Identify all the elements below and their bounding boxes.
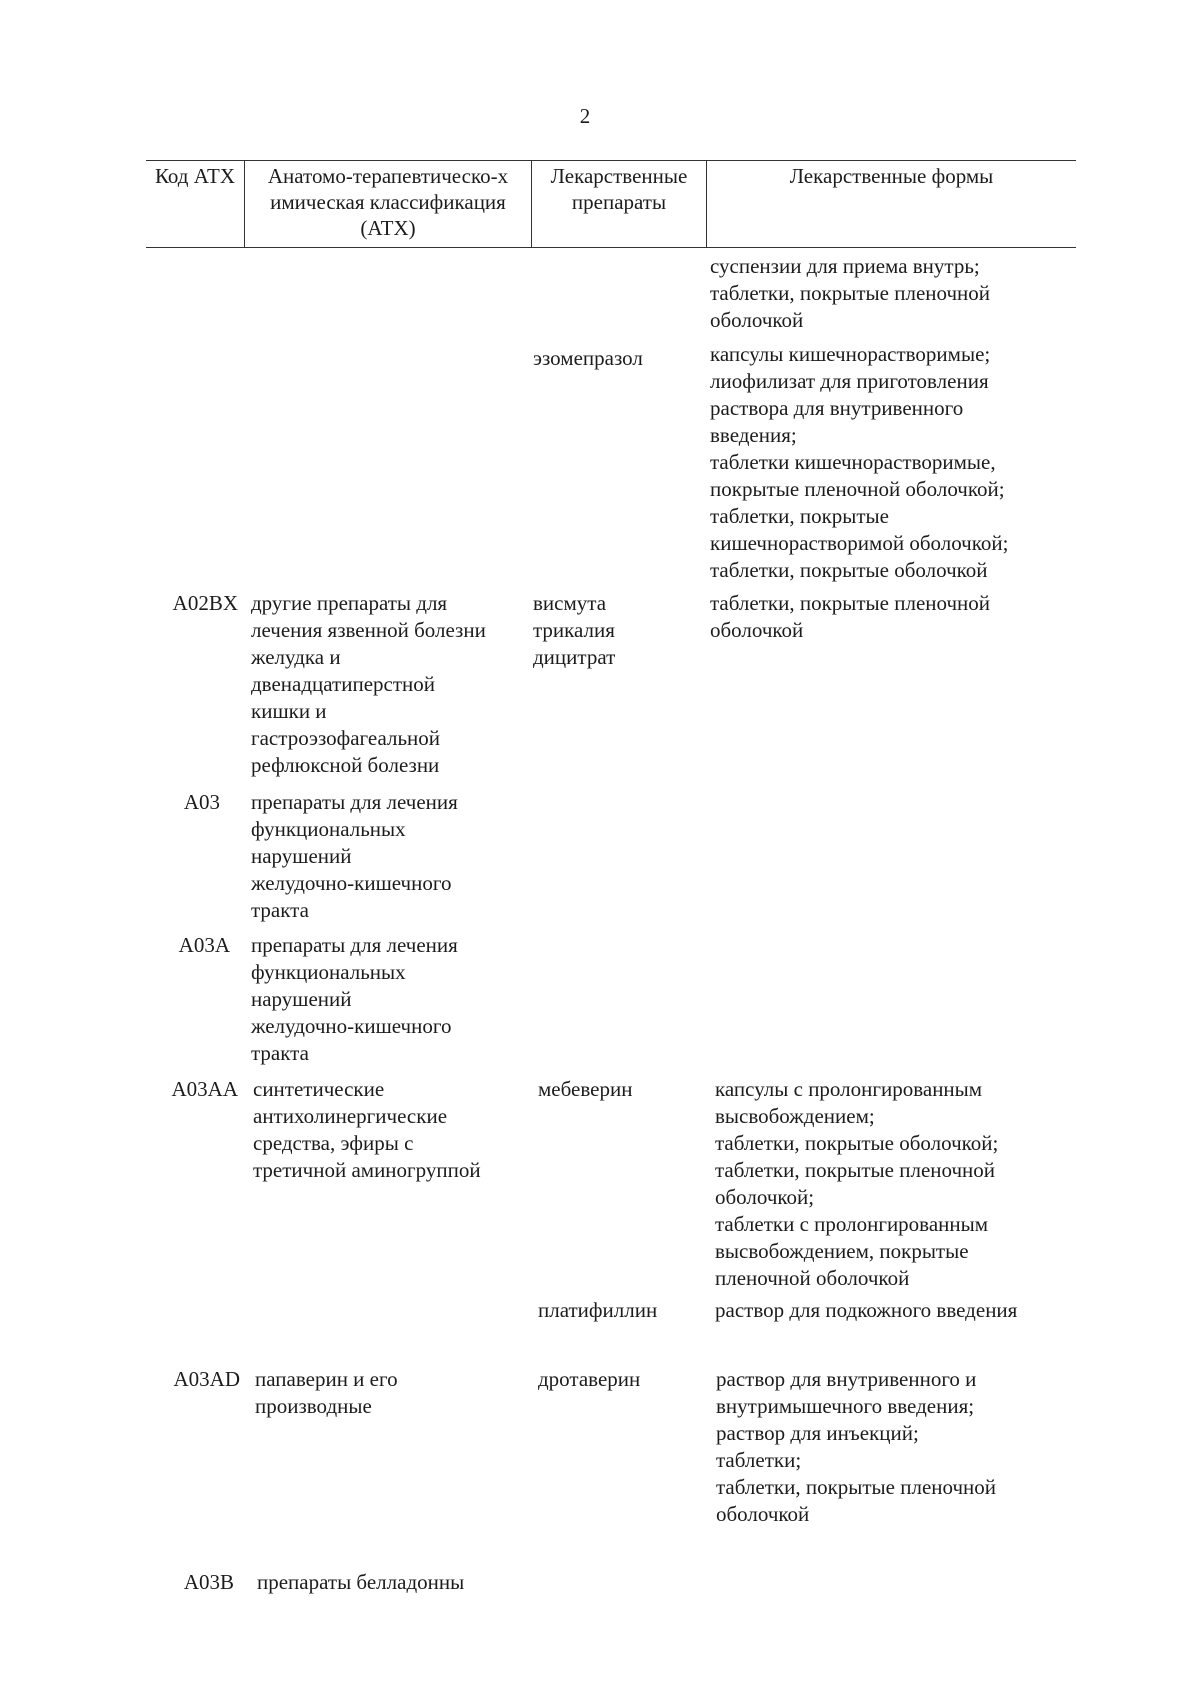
row-7-classification: папаверин и его производные xyxy=(255,1367,398,1418)
row-2-code: A02BX xyxy=(172,591,238,615)
header-drugs: Лекарственные препараты xyxy=(550,164,688,214)
header-forms: Лекарственные формы xyxy=(789,164,994,188)
row-3-classification: препараты для лечения функциональных нарушений желудочно-кишечного тракта xyxy=(251,790,458,922)
row-8-classification: препараты белладонны xyxy=(257,1570,465,1594)
row-4-code: A03A xyxy=(178,933,230,957)
row-6-forms: раствор для подкожного введения xyxy=(715,1298,1018,1322)
table-header-bottom-border xyxy=(146,247,1076,248)
row-5-classification: синтетические антихолинергические средства, эфиры с третичной аминогруппой xyxy=(253,1077,481,1182)
header-classification: Анатомо-терапевтическо-х имическая классификация (АТХ) xyxy=(267,164,509,240)
row-5-drug: мебеверин xyxy=(538,1077,633,1101)
row-1-forms: капсулы кишечнорастворимые; лиофилизат для приготовления раствора для внутривенного введения; таблетки кишечнорастворимые, покрытые пленочной оболочкой; таблетки, покрытые кишечнорастворимой оболочкой; таблетки, покрытые оболочкой xyxy=(710,342,1009,582)
header-code: Код АТХ xyxy=(154,164,236,188)
row-5-code: A03AA xyxy=(171,1077,238,1101)
row-1-drug: эзомепразол xyxy=(533,346,643,370)
row-7-drug: дротаверин xyxy=(538,1367,641,1391)
row-5-forms: капсулы с пролонгированным высвобождением; таблетки, покрытые оболочкой; таблетки, покрытые пленочной оболочкой; таблетки с пролонгированным высвобождением, покрытые пленочной оболочкой xyxy=(715,1077,999,1290)
table-top-border xyxy=(146,160,1076,161)
row-4-classification: препараты для лечения функциональных нарушений желудочно-кишечного тракта xyxy=(251,933,458,1065)
row-2-classification: другие препараты для лечения язвенной болезни желудка и двенадцатиперстной кишки и гастроэзофагеальной рефлюксной болезни xyxy=(251,591,486,777)
row-6-drug: платифиллин xyxy=(538,1298,658,1322)
page-number: 2 xyxy=(579,104,591,128)
row-2-forms: таблетки, покрытые пленочной оболочкой xyxy=(710,591,991,642)
row-8-code: A03B xyxy=(183,1570,234,1594)
row-2-drug: висмута трикалия дицитрат xyxy=(533,591,616,669)
row-3-code: A03 xyxy=(183,790,220,814)
row-7-forms: раствор для внутривенного и внутримышечного введения; раствор для инъекций; таблетки; таблетки, покрытые пленочной оболочкой xyxy=(716,1367,997,1526)
row-0-forms: суспензии для приема внутрь; таблетки, покрытые пленочной оболочкой xyxy=(710,254,991,332)
row-7-code: A03AD xyxy=(173,1367,240,1391)
